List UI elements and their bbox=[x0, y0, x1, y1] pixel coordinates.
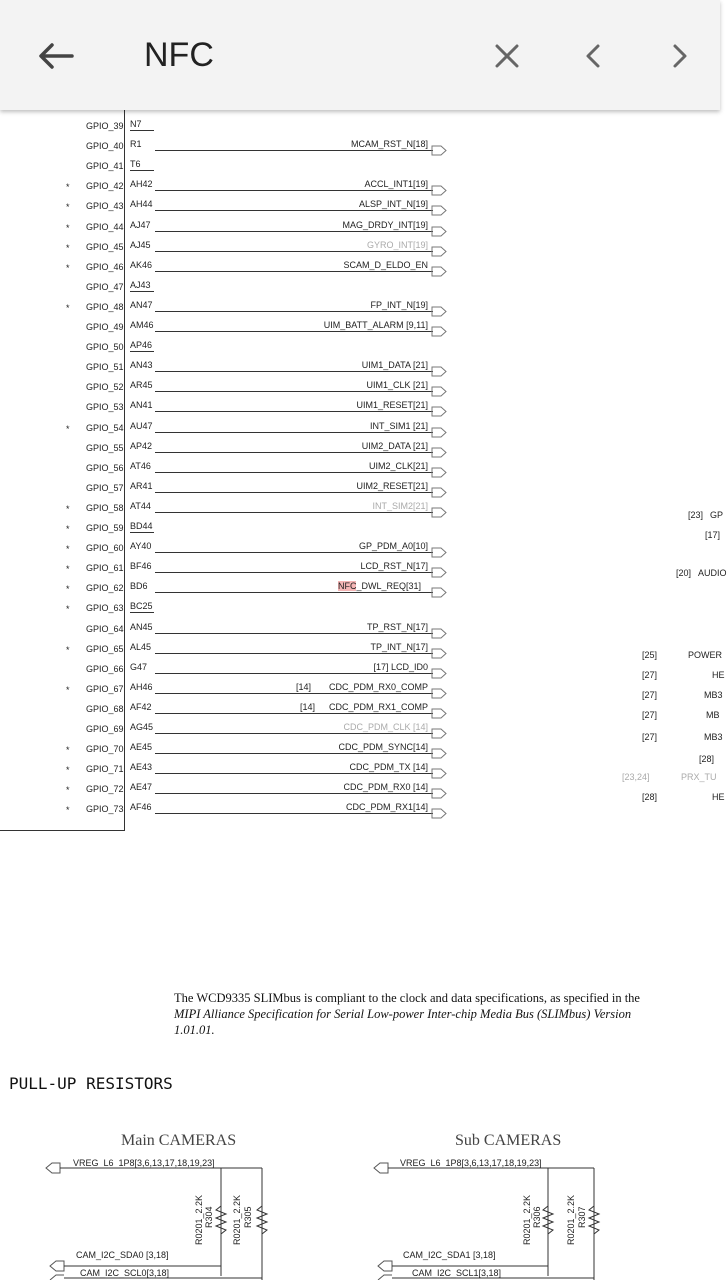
sub-scl-label: CAM_I2C_SCL1[3,18] bbox=[412, 1268, 502, 1278]
gpio-name: GPIO_68 bbox=[86, 703, 124, 714]
section-title: PULL-UP RESISTORS bbox=[9, 1074, 173, 1093]
search-input[interactable]: NFC bbox=[144, 36, 214, 74]
net-line bbox=[155, 190, 433, 191]
gpio-name: GPIO_63 bbox=[86, 603, 124, 614]
gpio-pin: AK46 bbox=[130, 259, 153, 270]
gpio-pin: AE43 bbox=[130, 762, 153, 773]
net-port-icon bbox=[431, 366, 447, 377]
gpio-pin: AJ47 bbox=[130, 219, 151, 230]
main-r2-name: R305 bbox=[243, 1206, 253, 1228]
net-port-icon bbox=[431, 246, 447, 257]
gpio-pin: AJ43 bbox=[130, 279, 151, 290]
gpio-pin: AY40 bbox=[130, 541, 152, 552]
net-label: UIM2_CLK[21] bbox=[368, 460, 428, 471]
sub-r2-name: R307 bbox=[577, 1206, 587, 1228]
gpio-name: GPIO_61 bbox=[86, 563, 124, 574]
net-label: [17] LCD_ID0 bbox=[373, 661, 428, 672]
sub-r1-value: R0201_2.2K bbox=[522, 1194, 532, 1245]
net-line bbox=[155, 753, 433, 754]
right-ref: [20] bbox=[676, 568, 692, 578]
gpio-name: GPIO_49 bbox=[86, 322, 124, 332]
net-line bbox=[155, 150, 433, 151]
net-label: CDC_PDM_RX1_COMP bbox=[328, 701, 428, 712]
gpio-pin: AN43 bbox=[130, 360, 153, 371]
gpio-star: * bbox=[66, 544, 70, 555]
net-port-icon bbox=[431, 628, 447, 639]
net-line bbox=[155, 633, 433, 634]
gpio-pin: AN47 bbox=[130, 299, 153, 310]
right-ref: [23,24] bbox=[622, 772, 650, 782]
net-port-icon bbox=[431, 306, 447, 317]
net-label: CDC_PDM_CLK [14] bbox=[343, 722, 428, 732]
gpio-pin: AF42 bbox=[130, 701, 152, 712]
gpio-name: GPIO_67 bbox=[86, 683, 124, 694]
net-port-icon bbox=[431, 507, 447, 518]
gpio-star: * bbox=[66, 262, 70, 273]
net-line bbox=[155, 391, 433, 392]
document-page[interactable] bbox=[0, 110, 727, 1280]
net-label: UIM_BATT_ALARM [9,11] bbox=[323, 320, 428, 330]
gpio-pin: BD44 bbox=[130, 521, 153, 531]
net-label: MAG_DRDY_INT[19] bbox=[342, 219, 428, 230]
gpio-pin: AU47 bbox=[130, 420, 153, 431]
gpio-pin: AH44 bbox=[130, 199, 153, 210]
gpio-star: * bbox=[66, 644, 70, 655]
net-line bbox=[155, 773, 433, 774]
slimbus-note-line2: MIPI Alliance Specification for Serial Low-power Inter-chip Media Bus (SLIMbus) Version bbox=[174, 1007, 632, 1021]
right-ref: [27] bbox=[642, 670, 658, 680]
net-line bbox=[155, 572, 433, 573]
gpio-star: * bbox=[66, 745, 70, 756]
close-icon bbox=[493, 42, 521, 70]
right-ref: [23] bbox=[688, 510, 704, 520]
net-label: GYRO_INT[19] bbox=[366, 239, 428, 250]
net-label: NFC_DWL_REQ[31] bbox=[337, 581, 421, 592]
next-match-button[interactable] bbox=[653, 30, 705, 82]
gpio-name: GPIO_42 bbox=[86, 181, 124, 192]
net-line bbox=[155, 452, 433, 453]
net-line bbox=[155, 210, 433, 211]
gpio-pin: T6 bbox=[130, 159, 141, 170]
back-button[interactable] bbox=[30, 30, 82, 82]
main-scl-label: CAM_I2C_SCL0[3,18] bbox=[80, 1268, 170, 1278]
gpio-pin: AR41 bbox=[130, 480, 153, 491]
gpio-pin: BC25 bbox=[130, 601, 153, 612]
gpio-pin: AT44 bbox=[130, 500, 151, 511]
net-line bbox=[155, 331, 433, 332]
net-line bbox=[155, 512, 433, 513]
net-port-icon bbox=[431, 808, 447, 819]
slimbus-note bbox=[174, 990, 694, 1038]
gpio-pin: AE47 bbox=[130, 782, 153, 793]
gpio-name: GPIO_51 bbox=[86, 362, 124, 373]
gpio-pin: AT46 bbox=[130, 460, 151, 471]
gpio-pin: AN45 bbox=[130, 621, 153, 632]
gpio-pin: AH46 bbox=[130, 681, 153, 692]
clear-search-button[interactable] bbox=[481, 30, 533, 82]
gpio-name: GPIO_69 bbox=[86, 724, 124, 734]
gpio-star: * bbox=[66, 564, 70, 575]
chevron-left-icon bbox=[582, 42, 606, 70]
gpio-pin: AP42 bbox=[130, 440, 153, 451]
net-port-icon bbox=[431, 688, 447, 699]
stub-line bbox=[130, 291, 154, 292]
gpio-star: * bbox=[66, 524, 70, 534]
net-port-icon bbox=[431, 547, 447, 558]
net-port-icon bbox=[431, 326, 447, 337]
gpio-pin: AM46 bbox=[130, 320, 154, 330]
gpio-name: GPIO_66 bbox=[86, 663, 124, 674]
gpio-name: GPIO_54 bbox=[86, 422, 124, 433]
gpio-name: GPIO_46 bbox=[86, 261, 124, 272]
gpio-star: * bbox=[66, 202, 70, 213]
gpio-star: * bbox=[66, 765, 70, 776]
net-port-icon bbox=[431, 427, 447, 438]
net-port-icon bbox=[431, 205, 447, 216]
right-net: PRX_TU bbox=[681, 772, 717, 782]
net-port-icon bbox=[431, 185, 447, 196]
gpio-name: GPIO_44 bbox=[86, 221, 124, 232]
gpio-name: GPIO_72 bbox=[86, 784, 124, 795]
chevron-right-icon bbox=[667, 42, 691, 70]
gpio-name: GPIO_41 bbox=[86, 161, 124, 172]
net-port-icon bbox=[431, 145, 447, 156]
net-port-icon bbox=[431, 266, 447, 277]
right-net: GP bbox=[710, 510, 724, 520]
gpio-name: GPIO_55 bbox=[86, 442, 124, 453]
net-label: CDC_PDM_TX [14] bbox=[349, 762, 428, 773]
find-in-page-toolbar bbox=[0, 0, 720, 110]
sub-vreg-label: VREG_L6_1P8[3,6,13,17,18,19,23] bbox=[400, 1158, 542, 1168]
net-port-icon bbox=[431, 748, 447, 759]
gpio-pin: AN41 bbox=[130, 400, 153, 411]
ref-label: [14] bbox=[296, 681, 312, 692]
gpio-pin: AJ45 bbox=[130, 239, 151, 250]
gpio-name: GPIO_59 bbox=[86, 523, 124, 533]
gpio-name: GPIO_50 bbox=[86, 342, 124, 353]
net-line bbox=[155, 673, 433, 674]
net-line bbox=[155, 713, 433, 714]
right-ref: [25] bbox=[642, 650, 658, 660]
net-label: GP_PDM_A0[10] bbox=[358, 541, 428, 552]
gpio-star: * bbox=[66, 222, 70, 233]
net-line bbox=[155, 371, 433, 372]
gpio-name: GPIO_65 bbox=[86, 643, 124, 654]
net-label: FP_INT_N[19] bbox=[370, 299, 428, 310]
sub-r2-value: R0201_2.2K bbox=[566, 1194, 576, 1245]
net-label: TP_RST_N[17] bbox=[366, 621, 428, 632]
right-ref: [28] bbox=[699, 754, 715, 764]
net-label: UIM1_DATA [21] bbox=[361, 360, 428, 371]
gpio-star: * bbox=[66, 182, 70, 193]
gpio-star: * bbox=[66, 584, 70, 595]
stub-line bbox=[130, 170, 154, 171]
net-line bbox=[155, 693, 433, 694]
net-line bbox=[155, 793, 433, 794]
gpio-pin: AE45 bbox=[130, 742, 153, 753]
gpio-name: GPIO_56 bbox=[86, 462, 124, 473]
net-line bbox=[155, 472, 433, 473]
gpio-name: GPIO_71 bbox=[86, 764, 124, 775]
net-port-icon bbox=[431, 587, 447, 598]
gpio-pin: AH42 bbox=[130, 179, 153, 190]
gpio-pin: BD6 bbox=[130, 581, 148, 592]
main-r1-name: R304 bbox=[204, 1206, 214, 1228]
gpio-name: GPIO_73 bbox=[86, 804, 124, 815]
gpio-star: * bbox=[66, 684, 70, 695]
net-label: UIM1_RESET[21] bbox=[356, 400, 428, 411]
gpio-pin: AG45 bbox=[130, 722, 154, 732]
net-port-icon bbox=[431, 668, 447, 679]
net-label: CDC_PDM_SYNC[14] bbox=[338, 742, 428, 753]
net-label: UIM2_DATA [21] bbox=[361, 440, 428, 451]
net-line bbox=[155, 251, 433, 252]
net-line bbox=[155, 552, 433, 553]
net-port-icon bbox=[431, 788, 447, 799]
net-label: CDC_PDM_RX1[14] bbox=[345, 802, 428, 813]
gpio-pin: AR45 bbox=[130, 380, 153, 391]
net-port-icon bbox=[431, 386, 447, 397]
net-line bbox=[155, 231, 433, 232]
gpio-name: GPIO_53 bbox=[86, 402, 124, 413]
net-label: UIM1_CLK [21] bbox=[366, 380, 428, 391]
main-vreg-label: VREG_L6_1P8[3,6,13,17,18,19,23] bbox=[73, 1158, 215, 1168]
main-r1-value: R0201_2.2K bbox=[194, 1194, 204, 1245]
right-net: HE bbox=[712, 670, 725, 680]
ref-label: [14] bbox=[300, 701, 316, 712]
slimbus-note-line3: 1.01.01. bbox=[174, 1023, 215, 1037]
net-port-icon bbox=[431, 406, 447, 417]
gpio-star: * bbox=[66, 604, 70, 615]
gpio-name: GPIO_58 bbox=[86, 502, 124, 513]
net-line bbox=[155, 311, 433, 312]
net-line bbox=[155, 653, 433, 654]
stub-line bbox=[130, 532, 154, 533]
net-port-icon bbox=[431, 467, 447, 478]
gpio-pin: BF46 bbox=[130, 561, 152, 572]
right-ref: [28] bbox=[642, 792, 658, 802]
sub-r1-name: R306 bbox=[532, 1206, 542, 1228]
net-line bbox=[155, 492, 433, 493]
net-port-icon bbox=[431, 226, 447, 237]
net-port-icon bbox=[431, 708, 447, 719]
gpio-name: GPIO_62 bbox=[86, 583, 124, 594]
main-cameras-title: Main CAMERAS bbox=[121, 1132, 237, 1149]
net-port-icon bbox=[431, 487, 447, 498]
gpio-name: GPIO_60 bbox=[86, 543, 124, 554]
stub-line bbox=[130, 130, 154, 131]
stub-line bbox=[130, 351, 154, 352]
gpio-name: GPIO_47 bbox=[86, 281, 124, 292]
net-label: LCD_RST_N[17] bbox=[360, 561, 428, 572]
net-line bbox=[155, 411, 433, 412]
right-net: MB3 bbox=[704, 732, 723, 742]
gpio-pin: AF46 bbox=[130, 802, 152, 813]
gpio-name: GPIO_43 bbox=[86, 201, 124, 212]
gpio-pin: N7 bbox=[130, 119, 142, 129]
net-line bbox=[155, 813, 433, 814]
right-ref: [27] bbox=[642, 732, 658, 742]
gpio-pin: G47 bbox=[130, 661, 148, 672]
main-sda-label: CAM_I2C_SDA0 [3,18] bbox=[76, 1250, 169, 1260]
net-label: SCAM_D_ELDO_EN bbox=[343, 259, 428, 270]
main-r2-value: R0201_2.2K bbox=[232, 1194, 242, 1245]
right-net: MB3 bbox=[704, 690, 723, 700]
net-label: CDC_PDM_RX0 [14] bbox=[343, 782, 428, 793]
gpio-pin: AL45 bbox=[130, 641, 152, 652]
net-line bbox=[155, 592, 433, 593]
net-port-icon bbox=[431, 567, 447, 578]
net-line bbox=[155, 271, 433, 272]
gpio-name: GPIO_52 bbox=[86, 382, 124, 393]
sub-cameras-title: Sub CAMERAS bbox=[455, 1132, 562, 1149]
net-label: ACCL_INT1[19] bbox=[364, 179, 428, 190]
net-label: ALSP_INT_N[19] bbox=[358, 199, 428, 210]
gpio-star: * bbox=[66, 423, 70, 434]
gpio-star: * bbox=[66, 242, 70, 253]
net-line bbox=[155, 733, 433, 734]
net-label: TP_INT_N[17] bbox=[370, 641, 428, 652]
right-net: AUDIO bbox=[698, 568, 727, 578]
net-port-icon bbox=[431, 768, 447, 779]
net-line bbox=[155, 432, 433, 433]
net-port-icon bbox=[431, 728, 447, 739]
back-arrow-icon bbox=[36, 36, 76, 76]
gpio-star: * bbox=[66, 302, 70, 313]
previous-match-button[interactable] bbox=[568, 30, 620, 82]
gpio-pin: R1 bbox=[130, 139, 142, 150]
gpio-star: * bbox=[66, 785, 70, 796]
stub-line bbox=[130, 612, 154, 613]
gpio-name: GPIO_64 bbox=[86, 623, 124, 634]
gpio-star: * bbox=[66, 503, 70, 514]
right-ref: [17] bbox=[705, 530, 721, 540]
right-ref: [27] bbox=[642, 710, 658, 720]
net-label: CDC_PDM_RX0_COMP bbox=[328, 681, 428, 692]
gpio-name: GPIO_57 bbox=[86, 482, 124, 493]
gpio-name: GPIO_48 bbox=[86, 301, 124, 312]
net-port-icon bbox=[431, 447, 447, 458]
net-label: INT_SIM1 [21] bbox=[369, 420, 428, 431]
net-label: INT_SIM2[21] bbox=[372, 500, 428, 511]
sub-sda-label: CAM_I2C_SDA1 [3,18] bbox=[403, 1250, 496, 1260]
net-label: MCAM_RST_N[18] bbox=[350, 139, 428, 150]
right-net: MB bbox=[706, 710, 720, 720]
net-label: UIM2_RESET[21] bbox=[356, 480, 428, 491]
gpio-name: GPIO_40 bbox=[86, 141, 124, 152]
net-port-icon bbox=[431, 648, 447, 659]
gpio-star: * bbox=[66, 805, 70, 816]
gpio-name: GPIO_70 bbox=[86, 744, 124, 755]
right-ref: [27] bbox=[642, 690, 658, 700]
right-net: HE bbox=[712, 792, 725, 802]
gpio-name: GPIO_45 bbox=[86, 241, 124, 252]
search-match-highlight[interactable]: NFC bbox=[337, 581, 357, 592]
gpio-name: GPIO_39 bbox=[86, 121, 124, 131]
gpio-pin: AP46 bbox=[130, 340, 153, 351]
right-net: POWER bbox=[688, 650, 723, 660]
slimbus-note-line1: The WCD9335 SLIMbus is compliant to the clock and data specifications, as specified in the bbox=[174, 991, 640, 1005]
